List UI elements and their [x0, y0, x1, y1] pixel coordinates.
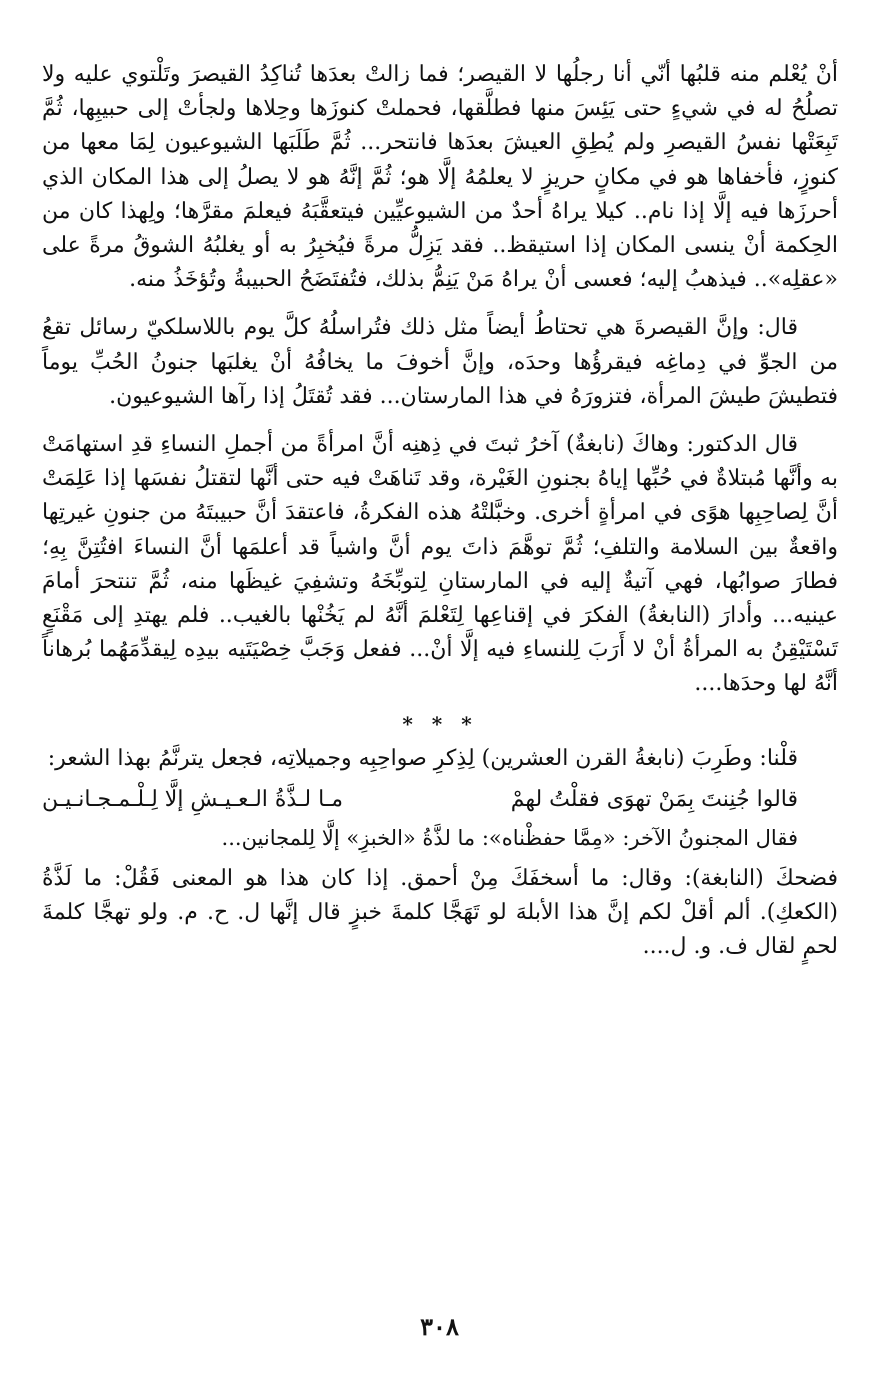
- verse-hemistich-1: قالوا جُنِنتَ بِمَنْ تهوَى فقلْتُ لهمْ: [510, 786, 798, 812]
- section-2-intro: قلْنا: وطَرِبَ (نابغةُ القرن العشرين) لِذِكرِ صواحِبِه وجميلاتِه، فجعل يترنَّمُ بهذا الشعر:: [47, 745, 798, 771]
- paragraph-gap: [42, 297, 838, 311]
- paragraph-1: أنْ يُعْلم منه قلبُها أنّي أنا رجلُها لا القيصر؛ فما زالتْ بعدَها تُناكِدُ القيصرَ وتَلْتوي عليه ولا تصلُحُ له في شيءٍ حتى يَئِسَ منها فطلَّقها، فحملتْ كنوزَها وحِلاها ولجأتْ إلى حبيبِها، ثُمَّ تَبِعَتْها نفسُ القيصرِ ولم يُطِقِ العيشَ بعدَها فانتحر... ثُمَّ طَلَبَها الشيوعيون لِمَا معها من كنوزٍ، فأخفاها هو في مكانٍ حريزٍ لا يعلمُهُ إلَّا هو؛ ثُمَّ إنَّهُ هو لا يصلُ إلى هذا المكان الذي أحرزَها فيه إلَّا إذا نام.. كيلا يراهُ أحدٌ من الشيوعيِّين فيتعقَّبَهُ فيعلمَ مقرَّها؛ ولِهذا كان من الحِكمة أنْ ينسى المكان إذا استيقظ.. فقد يَزِلُّ مرةً فيُخبِرُ به أو يغلبُهُ الشوقُ مرةً على «عقلِه».. فيذهبُ إليه؛ فعسى أنْ يراهُ مَنْ يَنِمُّ بذلك، فتُفتَضَحُ الحبيبةُ وتُؤخَذُ منه.: [42, 62, 838, 293]
- page-body: [42, 58, 838, 964]
- closing-paragraph: فضحكَ (النابغة): وقال: ما أسخفَكَ مِنْ أحمق. إذا كان هذا هو المعنى فَقُلْ: ما لَذَّةُ (الكعكِ). ألم أقلْ لكم إنَّ هذا الأبلهَ لو تَهَجَّا كلمةَ خبزٍ قال إنَّها ل. ح. م. ولو تهجَّا كلمةَ لحمٍ لقال ف. و. ل....: [42, 865, 838, 960]
- paragraph-gap: [42, 414, 838, 428]
- verse-note: فقال المجنونُ الآخر: «مِمَّا حفظْناه»: ما لذَّةُ «الخبزِ» إلَّا لِلمجانين...: [221, 825, 798, 850]
- section-separator: * * *: [402, 711, 478, 736]
- poem-verse: [42, 780, 838, 820]
- paragraph-3: قال الدكتور: وهاكَ (نابغةٌ) آخرُ ثبتَ في ذِهنِه أنَّ امرأةً من أجملِ النساءِ قدِ استهامَتْ به وأنَّها مُبتلاةٌ في حُبِّها إياهُ بجنونِ الغَيْرة، وقد تَناهَتْ فيه حتى أنَّها لتقتلُ نفسَها إذا عَلِمَتْ أنَّ لِصاحِبِها هوًى في امرأةٍ أخرى. وخبَّلتْهُ هذه الفكرةُ، فاعتقدَ أنَّ حبيبتَهُ من جنونِ غيرتِها واقعةٌ بين السلامة والتلفِ؛ ثُمَّ توهَّمَ ذاتَ يوم أنَّ واشياً قد أعلمَها أنَّ النساءَ افتُتِنَّ بِهِ؛ فطارَ صوابُها، فهي آتيةٌ إليه في المارستانِ لِتوبِّخَهُ وتشفِيَ غيظَها منه، ثُمَّ تنتحرَ أمامَ عينيه... وأدارَ (النابغةُ) الفكرَ في إقناعِها لِتَعْلمَ أنَّهُ لم يَخُنْها بالغيب.. فلم يهتدِ إلى مَقْنَعٍ تَسْتَيْقِنُ به المرأةُ أنْ لا أَرَبَ لِلنساءِ فيه إلَّا أنْ... ففعل وَجَبَّ خِصْيَتَيه بيدِه لِيقدِّمَهُما بُرهاناً أنَّهُ لها وحدَها....: [42, 432, 838, 697]
- page-number: ٣٠٨: [420, 1312, 459, 1341]
- paragraph-2: قال: وإنَّ القيصرةَ هي تحتاطُ أيضاً مثل ذلك فتُراسلُهُ كلَّ يوم باللاسلكيّ رسائل تقعُ من الجوِّ في دِماغِه فيقرؤُها وحدَه، وإنَّ أخوفَ ما يخافُهُ أنْ يغلبَها جنونُ الحُبِّ يوماً فتطيشَ طيشَ المرأة، فتزورَهُ في هذا المارستان... فقد تُقتَلُ إذا رآها الشيوعيون.: [42, 315, 838, 409]
- verse-hemistich-2: مـا لـذَّةُ الـعـيـشِ إلَّا لِـلْـمـجـانـيـن: [42, 786, 344, 812]
